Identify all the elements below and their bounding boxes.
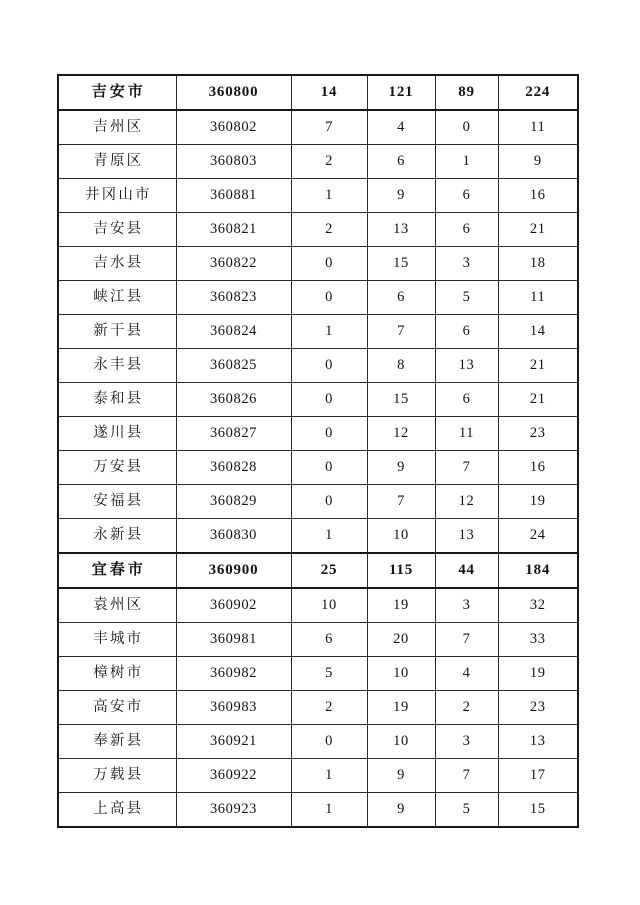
table-row [58,588,578,623]
cell-value-3: 12 [435,485,498,519]
cell-region-code: 360830 [176,519,291,554]
cell-value-2: 10 [367,519,435,554]
cell-region-name: 高安市 [58,691,176,725]
cell-value-2: 9 [367,179,435,213]
cell-region-name: 新干县 [58,315,176,349]
cell-value-3: 11 [435,417,498,451]
cell-value-3: 7 [435,759,498,793]
cell-region-name: 吉水县 [58,247,176,281]
cell-value-1: 0 [291,417,367,451]
cell-value-4: 9 [498,145,578,179]
table-row [58,247,578,281]
cell-value-4: 21 [498,349,578,383]
cell-value-4: 11 [498,110,578,145]
cell-value-3: 6 [435,315,498,349]
cell-value-1: 1 [291,179,367,213]
cell-value-3: 7 [435,623,498,657]
table-row [58,315,578,349]
table-row [58,213,578,247]
cell-region-name: 遂川县 [58,417,176,451]
cell-region-name: 永丰县 [58,349,176,383]
table-row [58,383,578,417]
cell-value-4: 224 [498,75,578,110]
cell-value-4: 23 [498,691,578,725]
cell-value-3: 3 [435,588,498,623]
cell-value-1: 0 [291,247,367,281]
cell-region-name: 万载县 [58,759,176,793]
cell-value-2: 6 [367,281,435,315]
document-page [57,74,577,828]
cell-value-4: 33 [498,623,578,657]
cell-value-1: 6 [291,623,367,657]
table-row [58,485,578,519]
cell-region-code: 360827 [176,417,291,451]
cell-value-3: 44 [435,553,498,588]
cell-value-3: 13 [435,349,498,383]
table-row [58,725,578,759]
cell-value-1: 0 [291,451,367,485]
cell-value-2: 7 [367,315,435,349]
cell-region-name: 青原区 [58,145,176,179]
cell-value-2: 12 [367,417,435,451]
cell-value-4: 21 [498,213,578,247]
table-row [58,451,578,485]
cell-value-3: 5 [435,793,498,828]
cell-value-1: 1 [291,793,367,828]
cell-region-code: 360829 [176,485,291,519]
cell-region-name: 吉安县 [58,213,176,247]
cell-region-code: 360802 [176,110,291,145]
cell-value-3: 4 [435,657,498,691]
cell-value-2: 15 [367,383,435,417]
cell-region-name: 泰和县 [58,383,176,417]
cell-region-code: 360828 [176,451,291,485]
cell-region-name: 奉新县 [58,725,176,759]
table-row [58,417,578,451]
cell-region-name: 丰城市 [58,623,176,657]
cell-value-3: 13 [435,519,498,554]
cell-region-name: 永新县 [58,519,176,554]
cell-value-4: 16 [498,451,578,485]
table-row [58,623,578,657]
cell-region-name: 万安县 [58,451,176,485]
cell-value-2: 19 [367,691,435,725]
table-row [58,793,578,828]
table-row [58,110,578,145]
cell-value-4: 15 [498,793,578,828]
cell-value-3: 1 [435,145,498,179]
cell-value-2: 13 [367,213,435,247]
cell-region-name: 峡江县 [58,281,176,315]
cell-region-code: 360803 [176,145,291,179]
cell-region-name: 井冈山市 [58,179,176,213]
cell-value-2: 8 [367,349,435,383]
cell-value-3: 2 [435,691,498,725]
cell-region-code: 360824 [176,315,291,349]
cell-value-3: 5 [435,281,498,315]
cell-value-1: 25 [291,553,367,588]
cell-value-1: 0 [291,383,367,417]
cell-value-3: 7 [435,451,498,485]
cell-region-name: 吉安市 [58,75,176,110]
cell-value-1: 10 [291,588,367,623]
cell-value-1: 2 [291,691,367,725]
cell-value-1: 2 [291,145,367,179]
cell-value-2: 15 [367,247,435,281]
table-row [58,145,578,179]
cell-value-2: 9 [367,793,435,828]
cell-region-code: 360900 [176,553,291,588]
cell-value-3: 3 [435,725,498,759]
cell-value-3: 6 [435,213,498,247]
cell-value-4: 17 [498,759,578,793]
cell-value-3: 3 [435,247,498,281]
cell-value-1: 7 [291,110,367,145]
table-row [58,691,578,725]
cell-value-1: 1 [291,759,367,793]
cell-value-2: 9 [367,451,435,485]
cell-region-code: 360981 [176,623,291,657]
cell-value-1: 14 [291,75,367,110]
cell-value-4: 184 [498,553,578,588]
cell-value-2: 115 [367,553,435,588]
cell-value-4: 13 [498,725,578,759]
cell-value-4: 11 [498,281,578,315]
cell-value-1: 1 [291,519,367,554]
cell-value-2: 4 [367,110,435,145]
cell-value-1: 0 [291,281,367,315]
cell-region-code: 360821 [176,213,291,247]
table-row [58,179,578,213]
cell-value-2: 10 [367,657,435,691]
cell-value-1: 0 [291,485,367,519]
table-row-city [58,75,578,110]
cell-value-1: 5 [291,657,367,691]
cell-value-2: 121 [367,75,435,110]
cell-region-code: 360982 [176,657,291,691]
table-row [58,349,578,383]
cell-region-code: 360881 [176,179,291,213]
cell-region-code: 360922 [176,759,291,793]
cell-value-3: 0 [435,110,498,145]
cell-region-name: 安福县 [58,485,176,519]
cell-region-code: 360923 [176,793,291,828]
cell-region-code: 360921 [176,725,291,759]
cell-region-code: 360902 [176,588,291,623]
table-row [58,759,578,793]
cell-region-code: 360825 [176,349,291,383]
cell-value-3: 6 [435,179,498,213]
cell-value-1: 0 [291,349,367,383]
cell-region-name: 上高县 [58,793,176,828]
cell-region-name: 袁州区 [58,588,176,623]
cell-value-1: 1 [291,315,367,349]
table-row [58,281,578,315]
cell-value-4: 21 [498,383,578,417]
cell-value-2: 7 [367,485,435,519]
table-row [58,519,578,554]
cell-region-code: 360826 [176,383,291,417]
cell-region-name: 吉州区 [58,110,176,145]
table-row [58,657,578,691]
cell-value-4: 19 [498,657,578,691]
cell-value-2: 9 [367,759,435,793]
cell-value-4: 32 [498,588,578,623]
statistics-table [57,74,579,828]
cell-value-4: 23 [498,417,578,451]
cell-value-2: 19 [367,588,435,623]
table-row-city [58,553,578,588]
cell-value-2: 20 [367,623,435,657]
cell-region-code: 360983 [176,691,291,725]
table-body [58,75,578,827]
cell-value-1: 0 [291,725,367,759]
cell-value-4: 16 [498,179,578,213]
cell-value-2: 10 [367,725,435,759]
cell-region-name: 宜春市 [58,553,176,588]
cell-region-code: 360800 [176,75,291,110]
cell-value-3: 6 [435,383,498,417]
cell-value-4: 18 [498,247,578,281]
cell-region-name: 樟树市 [58,657,176,691]
cell-value-4: 19 [498,485,578,519]
cell-region-code: 360823 [176,281,291,315]
cell-region-code: 360822 [176,247,291,281]
cell-value-4: 24 [498,519,578,554]
cell-value-4: 14 [498,315,578,349]
cell-value-2: 6 [367,145,435,179]
cell-value-1: 2 [291,213,367,247]
cell-value-3: 89 [435,75,498,110]
